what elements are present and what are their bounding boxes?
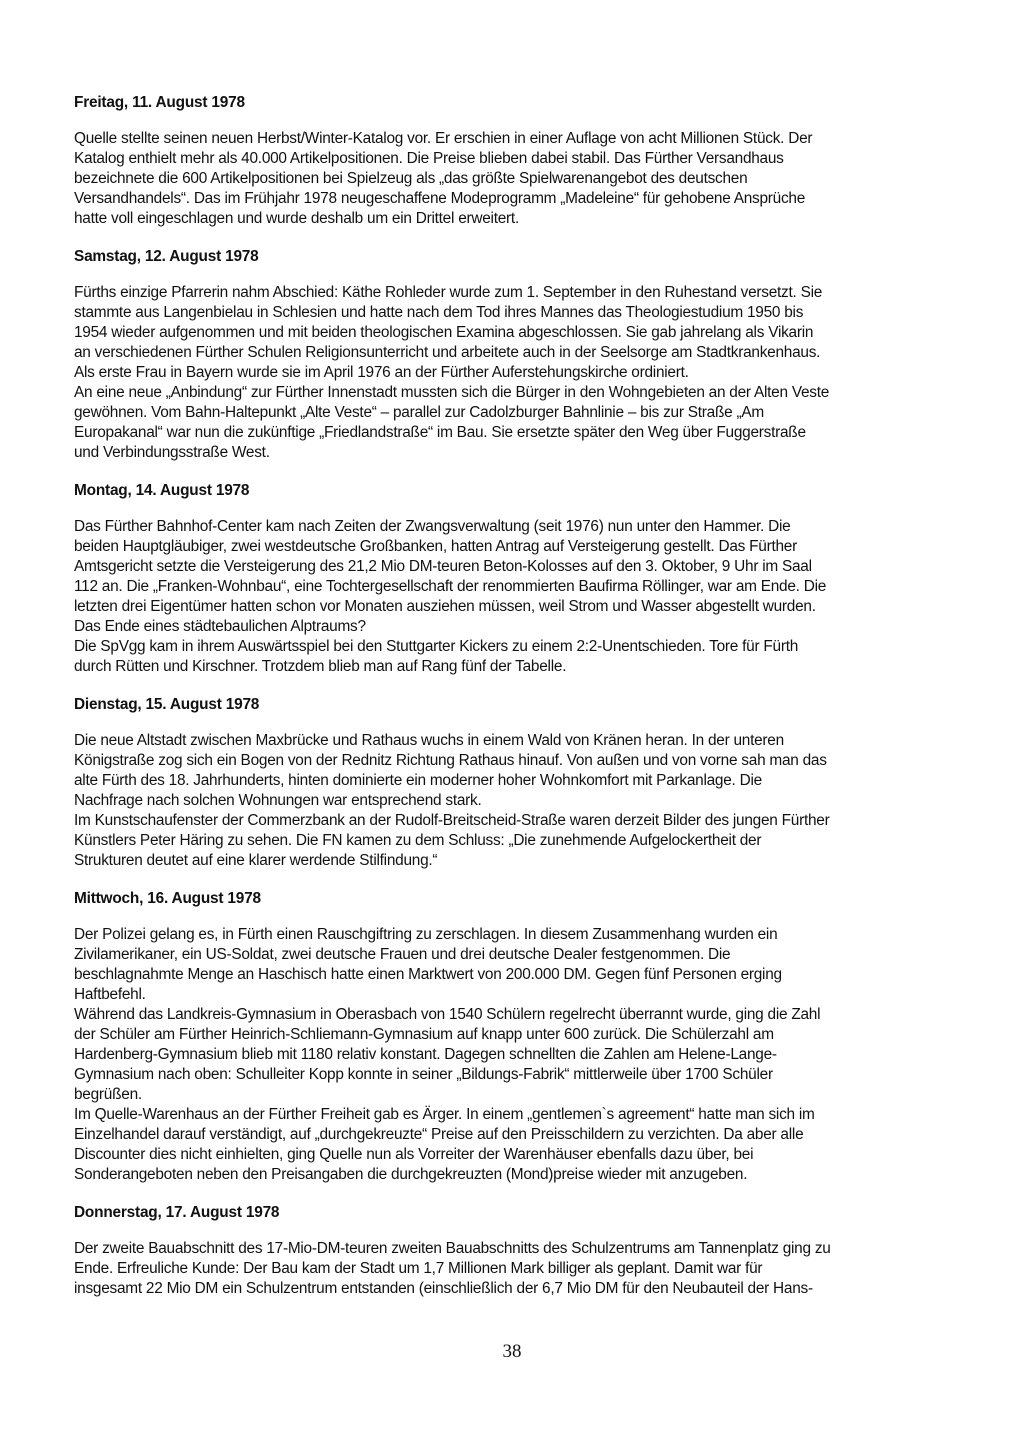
- text-line: gewöhnen. Vom Bahn-Haltepunkt „Alte Veste“ – parallel zur Cadolzburger Bahnlinie – bis zur Straße „Am: [74, 404, 764, 421]
- text-line: und Verbindungsstraße West.: [74, 444, 270, 461]
- text-line: Die SpVgg kam in ihrem Auswärtsspiel bei den Stuttgarter Kickers zu einem 2:2-Unentschieden. Tore für Fürth: [74, 638, 799, 655]
- text-line: Ende. Erfreuliche Kunde: Der Bau kam der Stadt um 1,7 Millionen Mark billiger als geplant. Damit war für: [74, 1260, 763, 1277]
- text-line: letzten drei Eigentümer hatten schon vor Monaten ausziehen müssen, weil Strom und Wasser abgestellt wurden.: [74, 598, 816, 615]
- text-line: Versandhandels“. Das im Frühjahr 1978 neugeschaffene Modeprogramm „Madeleine“ für gehobene Ansprüche: [74, 190, 806, 207]
- text-line: hatte voll eingeschlagen und wurde deshalb um ein Drittel erweitert.: [74, 210, 519, 227]
- entry-heading: Samstag, 12. August 1978: [74, 248, 259, 265]
- spacer: [74, 1185, 964, 1203]
- entry-heading: Donnerstag, 17. August 1978: [74, 1204, 280, 1221]
- entry-body: [74, 517, 964, 677]
- text-line: Königstraße zog sich ein Bogen von der Rednitz Richtung Rathaus hinauf. Von außen und von vorne sah man das: [74, 752, 827, 769]
- text-line: Haftbefehl.: [74, 986, 146, 1003]
- text-line: An eine neue „Anbindung“ zur Fürther Innenstadt mussten sich die Bürger in den Wohngebieten an der Alten Veste: [74, 384, 830, 401]
- page-number: 38: [502, 1341, 522, 1362]
- text-line: begrüßen.: [74, 1086, 142, 1103]
- diary-entry: [74, 481, 964, 677]
- text-line: der Schüler am Fürther Heinrich-Schliemann-Gymnasium auf knapp unter 600 zurück. Die Schülerzahl am: [74, 1026, 774, 1043]
- text-line: Strukturen deutet auf eine klarer werdende Stilfindung.“: [74, 852, 438, 869]
- diary-entry: [74, 247, 964, 463]
- text-line: beiden Hauptgläubiger, zwei westdeutsche Großbanken, hatten Antrag auf Versteigerung gestellt. Das Fürther: [74, 538, 797, 555]
- text-line: Sonderangeboten neben den Preisangaben die durchgekreuzten (Mond)preise wieder mit anzugeben.: [74, 1166, 748, 1183]
- diary-entry: [74, 695, 964, 871]
- text-line: Während das Landkreis-Gymnasium in Oberasbach von 1540 Schülern regelrecht überrannt wurde, ging die Zahl: [74, 1006, 821, 1023]
- text-line: beschlagnahmte Menge an Haschisch hatte einen Marktwert von 200.000 DM. Gegen fünf Personen erging: [74, 966, 782, 983]
- text-line: Das Ende eines städtebaulichen Alptraums?: [74, 618, 366, 635]
- text-line: bezeichnete die 600 Artikelpositionen bei Spielzeug als „das größte Spielwarenangebot des deutschen: [74, 170, 748, 187]
- entry-body: [74, 925, 964, 1185]
- document-page: [74, 93, 964, 1299]
- text-line: Die neue Altstadt zwischen Maxbrücke und Rathaus wuchs in einem Wald von Kränen heran. In der unteren: [74, 732, 784, 749]
- text-line: Discounter dies nicht einhielten, ging Quelle nun als Vorreiter der Warenhäuser ebenfalls dazu über, bei: [74, 1146, 754, 1163]
- text-line: Hardenberg-Gymnasium blieb mit 1180 relativ konstant. Dagegen schnellten die Zahlen am Helene-Lange-: [74, 1046, 777, 1063]
- entry-body: [74, 129, 964, 229]
- entry-heading: Freitag, 11. August 1978: [74, 94, 245, 111]
- entry-body: [74, 1239, 964, 1299]
- text-line: Quelle stellte seinen neuen Herbst/Winter-Katalog vor. Er erschien in einer Auflage von acht Millionen Stück. Der: [74, 130, 813, 147]
- text-line: Katalog enthielt mehr als 40.000 Artikelpositionen. Die Preise blieben dabei stabil. Das Fürther Versandhaus: [74, 150, 784, 167]
- text-line: Gymnasium nach oben: Schulleiter Kopp konnte in seiner „Bildungs-Fabrik“ mittlerweile über 1700 Schüler: [74, 1066, 773, 1083]
- text-line: Der Polizei gelang es, in Fürth einen Rauschgiftring zu zerschlagen. In diesem Zusammenhang wurden ein: [74, 926, 778, 943]
- text-line: 112 an. Die „Franken-Wohnbau“, eine Tochtergesellschaft der renommierten Baufirma Röllinger, war am Ende. Die: [74, 578, 827, 595]
- text-line: Künstlers Peter Häring zu sehen. Die FN kamen zu dem Schluss: „Die zunehmende Aufgelockertheit der: [74, 832, 762, 849]
- text-line: durch Rütten und Kirschner. Trotzdem blieb man auf Rang fünf der Tabelle.: [74, 658, 567, 675]
- text-line: Im Kunstschaufenster der Commerzbank an der Rudolf-Breitscheid-Straße waren derzeit Bilder des jungen Fürther: [74, 812, 830, 829]
- text-line: Einzelhandel darauf verständigt, auf „durchgekreuzte“ Preise auf den Preisschildern zu verzichten. Da aber alle: [74, 1126, 804, 1143]
- text-line: insgesamt 22 Mio DM ein Schulzentrum entstanden (einschließlich der 6,7 Mio DM für den Neubauteil der Hans-: [74, 1280, 813, 1297]
- text-line: an verschiedenen Fürther Schulen Religionsunterricht und arbeitete auch in der Seelsorge am Stadtkrankenhaus.: [74, 344, 821, 361]
- spacer: [74, 463, 964, 481]
- diary-entry: [74, 889, 964, 1185]
- text-line: Das Fürther Bahnhof-Center kam nach Zeiten der Zwangsverwaltung (seit 1976) nun unter den Hammer. Die: [74, 518, 791, 535]
- text-line: stammte aus Langenbielau in Schlesien und hatte nach dem Tod ihres Mannes das Theologiestudium 1950 bis: [74, 304, 804, 321]
- entry-heading: Montag, 14. August 1978: [74, 482, 250, 499]
- spacer: [74, 677, 964, 695]
- text-line: 1954 wieder aufgenommen und mit beiden theologischen Examina abgeschlossen. Sie gab jahrelang als Vikarin: [74, 324, 814, 341]
- text-line: Europakanal“ war nun die zukünftige „Friedlandstraße“ im Bau. Sie ersetzte später den Weg über Fuggerstraße: [74, 424, 806, 441]
- entry-body: [74, 731, 964, 871]
- text-line: Nachfrage nach solchen Wohnungen war entsprechend stark.: [74, 792, 482, 809]
- diary-entry: [74, 93, 964, 229]
- text-line: Der zweite Bauabschnitt des 17-Mio-DM-teuren zweiten Bauabschnitts des Schulzentrums am Tannenplatz ging zu: [74, 1240, 831, 1257]
- entry-heading: Mittwoch, 16. August 1978: [74, 890, 261, 907]
- spacer: [74, 229, 964, 247]
- entry-heading: Dienstag, 15. August 1978: [74, 696, 260, 713]
- spacer: [74, 871, 964, 889]
- text-line: Als erste Frau in Bayern wurde sie im April 1976 an der Fürther Auferstehungskirche ordiniert.: [74, 364, 689, 381]
- diary-entry: [74, 1203, 964, 1299]
- text-line: Im Quelle-Warenhaus an der Fürther Freiheit gab es Ärger. In einem „gentlemen`s agreement“ hatte man sich im: [74, 1106, 815, 1123]
- text-line: Amtsgericht setzte die Versteigerung des 21,2 Mio DM-teuren Beton-Kolosses auf den 3. Oktober, 9 Uhr im Saal: [74, 558, 812, 575]
- text-line: alte Fürth des 18. Jahrhunderts, hinten dominierte ein moderner hoher Wohnkomfort mit Parkanlage. Die: [74, 772, 762, 789]
- text-line: Zivilamerikaner, ein US-Soldat, zwei deutsche Frauen und drei deutsche Dealer festgenommen. Die: [74, 946, 731, 963]
- text-line: Fürths einzige Pfarrerin nahm Abschied: Käthe Rohleder wurde zum 1. September in den Ruhestand versetzt. Sie: [74, 284, 823, 301]
- entry-body: [74, 283, 964, 463]
